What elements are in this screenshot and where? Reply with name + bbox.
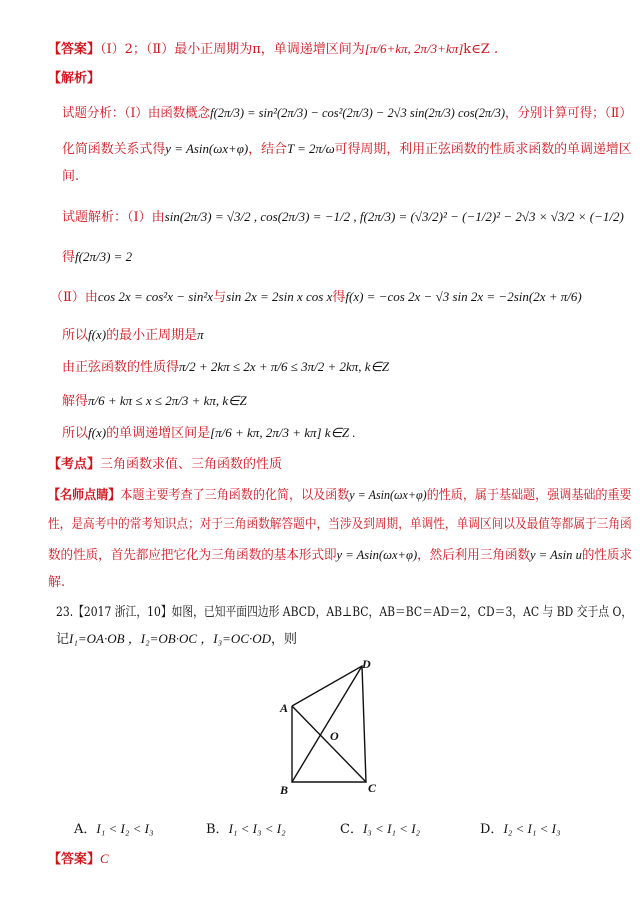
analysis-line-1 [62, 104, 632, 123]
solution-formula: sin 2x = 2sin x cos x [226, 289, 333, 304]
label-o: O [330, 729, 339, 743]
choice-letter: D． [480, 822, 504, 837]
comment-line-3 [48, 546, 632, 565]
comment-text: ，然后利用三角函数 [417, 548, 531, 563]
q23-formula: I₁=OA·OB ，I₂=OB·OC ，I₃=OC·OD [69, 631, 272, 646]
solution-text: 得 [62, 250, 76, 265]
q23-answer-line [48, 850, 109, 869]
solution-formula: π [197, 327, 204, 342]
choice-b[interactable] [206, 818, 286, 837]
analysis-formula: T = 2π/ω [286, 141, 335, 156]
comment-tag: 【名师点睛】 [48, 488, 121, 503]
solution-line-2 [62, 248, 132, 267]
solution-formula: f(x) [88, 327, 107, 342]
choice-d[interactable] [480, 818, 561, 837]
analysis-line-3 [62, 168, 79, 186]
comment-text: 性，是高考中的常考知识点；对于三角函数解答题中，当涉及到周期，单调性，单调区间以及最值等都属于三角函 [48, 517, 632, 532]
choice-letter: C． [340, 822, 363, 837]
comment-text: 解. [48, 575, 66, 590]
comment-text: 的性质求 [581, 548, 633, 563]
analysis-heading [48, 70, 100, 88]
comment-formula: y = Asin u [530, 547, 582, 562]
answer-k: k∈Z . [463, 42, 499, 57]
analysis-text: 化简函数关系式得 [62, 142, 166, 157]
choice-c[interactable] [340, 818, 420, 837]
comment-line-2 [48, 516, 632, 534]
answer-text: （Ⅰ）2；（Ⅱ）最小正周期为π，单调递增区间为 [100, 42, 365, 57]
analysis-formula: y = Asin(ωx+φ) [165, 141, 249, 156]
analysis-text: ，分别计算可得；（Ⅱ） [505, 106, 632, 121]
choice-text: I₂ < I₁ < I₃ [503, 821, 561, 836]
comment-line-1 [48, 486, 632, 505]
q23-line-2 [56, 630, 297, 649]
diagonal-bd [292, 666, 362, 782]
label-b: B [280, 783, 289, 797]
kaodian-tag: 【考点】 [48, 457, 101, 472]
analysis-text: 间. [62, 169, 80, 184]
q23-text: ，则 [271, 632, 298, 647]
solution-line-3 [50, 288, 582, 307]
solution-text: 所以 [62, 426, 89, 441]
choice-text: I₁ < I₂ < I₃ [96, 821, 154, 836]
solution-text: 与 [213, 290, 227, 305]
solution-text: 的单调递增区间是 [106, 426, 211, 441]
solution-text: 所以 [62, 328, 89, 343]
solution-text: 由正弦函数的性质得 [62, 360, 180, 375]
q23-answer: C [100, 851, 109, 866]
solution-formula: sin(2π/3) = √3/2 , cos(2π/3) = −1/2 , f(2π/3) = (√3/2)² − (−1/2)² − 2√3 × √3/2 × (−1/2) [164, 209, 624, 224]
answer-tag: 【答案】 [48, 42, 101, 57]
label-d: D [362, 658, 371, 671]
solution-text: （Ⅱ）由 [50, 290, 98, 305]
solution-formula: π/6 + kπ ≤ x ≤ 2π/3 + kπ, k∈Z [88, 393, 247, 408]
solution-text: 的最小正周期是 [106, 328, 198, 343]
answer-line [48, 40, 498, 59]
choice-text: I₁ < I₃ < I₂ [228, 821, 286, 836]
choice-letter: A． [74, 822, 97, 837]
diagonal-ac [292, 706, 366, 782]
quadrilateral-figure [270, 658, 380, 798]
q23-answer-tag: 【答案】 [48, 852, 101, 867]
solution-formula: f(x) [88, 425, 107, 440]
solution-line-6 [62, 392, 247, 411]
label-c: C [368, 781, 377, 795]
answer-interval: [π/6+kπ, 2π/3+kπ] [364, 41, 464, 56]
choice-text: I₃ < I₁ < I₂ [362, 821, 421, 836]
analysis-formula: f(2π/3) = sin²(2π/3) − cos²(2π/3) − 2√3 sin(2π/3) cos(2π/3) [210, 105, 506, 120]
solution-formula: [π/6 + kπ, 2π/3 + kπ] k∈Z . [210, 425, 356, 440]
kaodian-text: 三角函数求值、三角函数的性质 [100, 457, 283, 472]
solution-line-1 [62, 208, 624, 227]
analysis-text: ，结合 [248, 142, 287, 157]
comment-text: 数的性质，首先都应把它化为三角函数的基本形式即 [48, 548, 337, 563]
solution-line-4 [62, 326, 204, 345]
analysis-text: 可得周期，利用正弦函数的性质求函数的单调递增区 [334, 142, 632, 157]
q23-text: 记 [56, 632, 70, 647]
solution-text: 试题解析：（Ⅰ）由 [62, 210, 165, 225]
solution-formula: f(x) = −cos 2x − √3 sin 2x = −2sin(2x + π/6) [345, 289, 582, 304]
comment-text: 本题主要考查了三角函数的化简，以及函数 [120, 488, 350, 503]
choice-letter: B． [206, 822, 229, 837]
choice-a[interactable] [74, 818, 153, 837]
comment-formula: y = Asin(ωx+φ) [349, 487, 427, 502]
q23-stem: 23.【2017 浙江，10】如图，已知平面四边形 ABCD，AB⊥BC，AB＝BC＝AD＝2，CD＝3，AC 与 BD 交于点 O， [56, 605, 633, 620]
comment-formula: y = Asin(ωx+φ) [336, 547, 418, 562]
q23-line-1 [56, 604, 632, 622]
comment-line-4 [48, 574, 65, 592]
kaodian-line [48, 456, 282, 474]
solution-formula: π/2 + 2kπ ≤ 2x + π/6 ≤ 3π/2 + 2kπ, k∈Z [179, 359, 390, 374]
label-a: A [280, 701, 289, 715]
solution-text: 得 [332, 290, 346, 305]
solution-formula: f(2π/3) = 2 [75, 249, 133, 264]
analysis-text: 试题分析：（Ⅰ）由函数概念 [62, 106, 211, 121]
solution-line-5 [62, 358, 389, 377]
solution-text: 解得 [62, 394, 89, 409]
analysis-tag: 【解析】 [48, 71, 101, 86]
solution-formula: cos 2x = cos²x − sin²x [97, 289, 214, 304]
comment-text: 的性质，属于基础题，强调基础的重要 [426, 488, 632, 503]
solution-line-7 [62, 424, 356, 443]
analysis-line-2 [62, 140, 632, 159]
